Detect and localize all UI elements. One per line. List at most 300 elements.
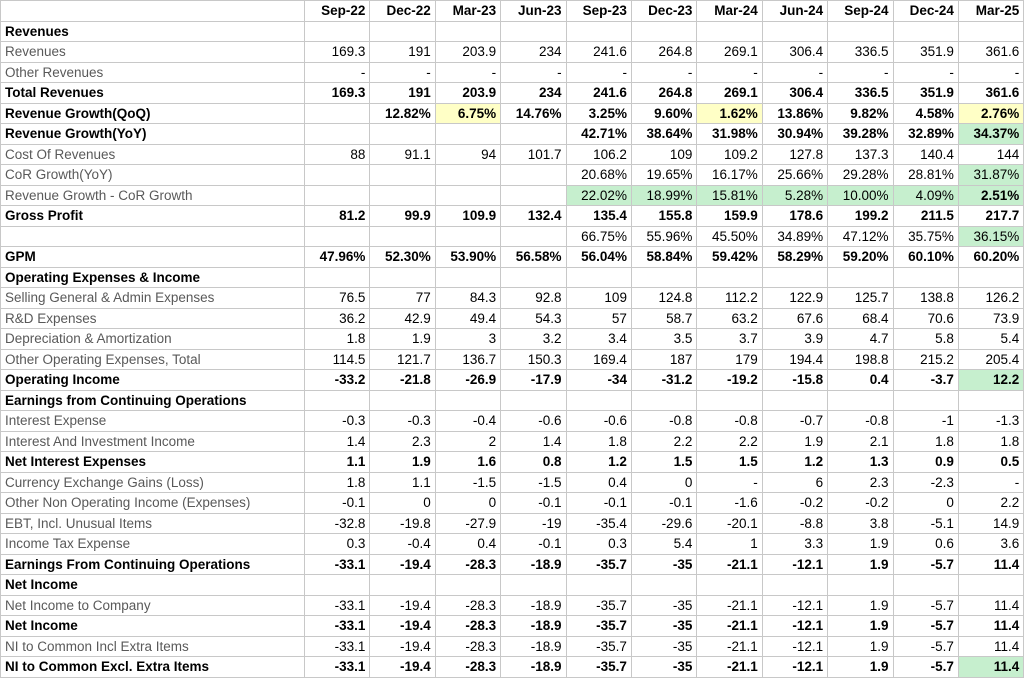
- value-cell[interactable]: 215.2: [893, 349, 958, 370]
- value-cell[interactable]: -: [958, 472, 1023, 493]
- row-label-cell[interactable]: Revenue Growth(QoQ): [1, 103, 305, 124]
- value-cell[interactable]: 11.4: [958, 554, 1023, 575]
- value-cell[interactable]: -35: [631, 616, 696, 637]
- value-cell[interactable]: 178.6: [762, 206, 827, 227]
- value-cell[interactable]: 16.17%: [697, 165, 762, 186]
- value-cell[interactable]: 5.4: [958, 329, 1023, 350]
- value-cell[interactable]: 34.89%: [762, 226, 827, 247]
- value-cell[interactable]: 14.9: [958, 513, 1023, 534]
- row-label-cell[interactable]: Selling General & Admin Expenses: [1, 288, 305, 309]
- value-cell[interactable]: -19.4: [370, 657, 435, 678]
- value-cell[interactable]: [566, 21, 631, 42]
- value-cell[interactable]: 2.76%: [958, 103, 1023, 124]
- value-cell[interactable]: [501, 185, 566, 206]
- value-cell[interactable]: 1.2: [762, 452, 827, 473]
- value-cell[interactable]: 306.4: [762, 83, 827, 104]
- value-cell[interactable]: -8.8: [762, 513, 827, 534]
- value-cell[interactable]: 84.3: [435, 288, 500, 309]
- value-cell[interactable]: 47.96%: [305, 247, 370, 268]
- value-cell[interactable]: 191: [370, 83, 435, 104]
- value-cell[interactable]: -20.1: [697, 513, 762, 534]
- value-cell[interactable]: 122.9: [762, 288, 827, 309]
- value-cell[interactable]: [893, 21, 958, 42]
- value-cell[interactable]: 211.5: [893, 206, 958, 227]
- value-cell[interactable]: 77: [370, 288, 435, 309]
- value-cell[interactable]: 159.9: [697, 206, 762, 227]
- row-label-cell[interactable]: Revenue Growth(YoY): [1, 124, 305, 145]
- value-cell[interactable]: 137.3: [828, 144, 893, 165]
- value-cell[interactable]: 22.02%: [566, 185, 631, 206]
- value-cell[interactable]: 0.3: [566, 534, 631, 555]
- value-cell[interactable]: 109: [631, 144, 696, 165]
- value-cell[interactable]: -21.1: [697, 554, 762, 575]
- value-cell[interactable]: -35: [631, 595, 696, 616]
- value-cell[interactable]: 1.8: [305, 472, 370, 493]
- value-cell[interactable]: [697, 21, 762, 42]
- value-cell[interactable]: 264.8: [631, 83, 696, 104]
- value-cell[interactable]: [370, 165, 435, 186]
- value-cell[interactable]: -5.1: [893, 513, 958, 534]
- period-header-sep-22[interactable]: Sep-22: [305, 1, 370, 22]
- value-cell[interactable]: -35: [631, 657, 696, 678]
- value-cell[interactable]: 1.9: [828, 534, 893, 555]
- value-cell[interactable]: -28.3: [435, 636, 500, 657]
- value-cell[interactable]: -19.4: [370, 636, 435, 657]
- value-cell[interactable]: 1.9: [370, 452, 435, 473]
- row-label-cell[interactable]: Net Income to Company: [1, 595, 305, 616]
- value-cell[interactable]: 15.81%: [697, 185, 762, 206]
- row-label-cell[interactable]: GPM: [1, 247, 305, 268]
- value-cell[interactable]: -3.7: [893, 370, 958, 391]
- value-cell[interactable]: 28.81%: [893, 165, 958, 186]
- value-cell[interactable]: 2.2: [958, 493, 1023, 514]
- value-cell[interactable]: 18.99%: [631, 185, 696, 206]
- value-cell[interactable]: [566, 390, 631, 411]
- value-cell[interactable]: 1.1: [370, 472, 435, 493]
- value-cell[interactable]: 203.9: [435, 83, 500, 104]
- value-cell[interactable]: 3.8: [828, 513, 893, 534]
- value-cell[interactable]: 38.64%: [631, 124, 696, 145]
- value-cell[interactable]: -0.2: [828, 493, 893, 514]
- value-cell[interactable]: -5.7: [893, 595, 958, 616]
- value-cell[interactable]: 56.04%: [566, 247, 631, 268]
- row-label-cell[interactable]: Earnings From Continuing Operations: [1, 554, 305, 575]
- value-cell[interactable]: -21.8: [370, 370, 435, 391]
- value-cell[interactable]: 2.51%: [958, 185, 1023, 206]
- value-cell[interactable]: -15.8: [762, 370, 827, 391]
- value-cell[interactable]: -0.8: [828, 411, 893, 432]
- value-cell[interactable]: 67.6: [762, 308, 827, 329]
- value-cell[interactable]: [893, 390, 958, 411]
- value-cell[interactable]: -0.1: [631, 493, 696, 514]
- value-cell[interactable]: 269.1: [697, 83, 762, 104]
- row-label-cell[interactable]: Total Revenues: [1, 83, 305, 104]
- value-cell[interactable]: 94: [435, 144, 500, 165]
- row-label-cell[interactable]: Depreciation & Amortization: [1, 329, 305, 350]
- value-cell[interactable]: 241.6: [566, 42, 631, 63]
- value-cell[interactable]: [828, 390, 893, 411]
- value-cell[interactable]: [435, 267, 500, 288]
- value-cell[interactable]: -1: [893, 411, 958, 432]
- value-cell[interactable]: -28.3: [435, 554, 500, 575]
- value-cell[interactable]: 336.5: [828, 83, 893, 104]
- value-cell[interactable]: [762, 267, 827, 288]
- row-label-cell[interactable]: Revenue Growth - CoR Growth: [1, 185, 305, 206]
- row-label-cell[interactable]: Other Revenues: [1, 62, 305, 83]
- value-cell[interactable]: -0.3: [370, 411, 435, 432]
- row-label-cell[interactable]: Revenues: [1, 42, 305, 63]
- value-cell[interactable]: 124.8: [631, 288, 696, 309]
- value-cell[interactable]: 0: [435, 493, 500, 514]
- value-cell[interactable]: [762, 575, 827, 596]
- value-cell[interactable]: [566, 267, 631, 288]
- value-cell[interactable]: 1.4: [305, 431, 370, 452]
- value-cell[interactable]: -: [762, 62, 827, 83]
- value-cell[interactable]: -18.9: [501, 657, 566, 678]
- value-cell[interactable]: -: [893, 62, 958, 83]
- value-cell[interactable]: 11.4: [958, 636, 1023, 657]
- value-cell[interactable]: [435, 165, 500, 186]
- value-cell[interactable]: 112.2: [697, 288, 762, 309]
- value-cell[interactable]: 2.3: [828, 472, 893, 493]
- value-cell[interactable]: -18.9: [501, 595, 566, 616]
- value-cell[interactable]: 29.28%: [828, 165, 893, 186]
- value-cell[interactable]: -28.3: [435, 657, 500, 678]
- value-cell[interactable]: 0.4: [435, 534, 500, 555]
- value-cell[interactable]: -35.7: [566, 657, 631, 678]
- value-cell[interactable]: 0.8: [501, 452, 566, 473]
- value-cell[interactable]: [305, 267, 370, 288]
- value-cell[interactable]: -26.9: [435, 370, 500, 391]
- value-cell[interactable]: 205.4: [958, 349, 1023, 370]
- value-cell[interactable]: 2.2: [697, 431, 762, 452]
- value-cell[interactable]: 198.8: [828, 349, 893, 370]
- value-cell[interactable]: [305, 185, 370, 206]
- value-cell[interactable]: [305, 390, 370, 411]
- value-cell[interactable]: -0.6: [501, 411, 566, 432]
- value-cell[interactable]: -32.8: [305, 513, 370, 534]
- value-cell[interactable]: 217.7: [958, 206, 1023, 227]
- value-cell[interactable]: -35.7: [566, 554, 631, 575]
- value-cell[interactable]: 187: [631, 349, 696, 370]
- value-cell[interactable]: 1.8: [893, 431, 958, 452]
- value-cell[interactable]: [370, 21, 435, 42]
- value-cell[interactable]: 1.8: [958, 431, 1023, 452]
- value-cell[interactable]: [566, 575, 631, 596]
- value-cell[interactable]: -0.2: [762, 493, 827, 514]
- value-cell[interactable]: 3.9: [762, 329, 827, 350]
- value-cell[interactable]: [631, 390, 696, 411]
- row-label-cell[interactable]: Revenues: [1, 21, 305, 42]
- value-cell[interactable]: -28.3: [435, 616, 500, 637]
- value-cell[interactable]: 63.2: [697, 308, 762, 329]
- period-header-mar-24[interactable]: Mar-24: [697, 1, 762, 22]
- value-cell[interactable]: 58.29%: [762, 247, 827, 268]
- value-cell[interactable]: 76.5: [305, 288, 370, 309]
- value-cell[interactable]: 3.5: [631, 329, 696, 350]
- row-label-cell[interactable]: Interest Expense: [1, 411, 305, 432]
- value-cell[interactable]: 0: [631, 472, 696, 493]
- value-cell[interactable]: 203.9: [435, 42, 500, 63]
- value-cell[interactable]: [631, 575, 696, 596]
- value-cell[interactable]: 2.2: [631, 431, 696, 452]
- value-cell[interactable]: 169.4: [566, 349, 631, 370]
- value-cell[interactable]: -21.1: [697, 616, 762, 637]
- value-cell[interactable]: 155.8: [631, 206, 696, 227]
- value-cell[interactable]: -0.3: [305, 411, 370, 432]
- value-cell[interactable]: 0: [370, 493, 435, 514]
- value-cell[interactable]: 11.4: [958, 616, 1023, 637]
- value-cell[interactable]: 1.9: [370, 329, 435, 350]
- value-cell[interactable]: -19.4: [370, 616, 435, 637]
- value-cell[interactable]: 42.9: [370, 308, 435, 329]
- value-cell[interactable]: 9.60%: [631, 103, 696, 124]
- value-cell[interactable]: [305, 575, 370, 596]
- value-cell[interactable]: -: [566, 62, 631, 83]
- value-cell[interactable]: 1.9: [828, 657, 893, 678]
- value-cell[interactable]: -33.1: [305, 554, 370, 575]
- value-cell[interactable]: [893, 267, 958, 288]
- value-cell[interactable]: 144: [958, 144, 1023, 165]
- value-cell[interactable]: -35: [631, 636, 696, 657]
- value-cell[interactable]: 1.5: [631, 452, 696, 473]
- value-cell[interactable]: -0.6: [566, 411, 631, 432]
- value-cell[interactable]: -27.9: [435, 513, 500, 534]
- value-cell[interactable]: 45.50%: [697, 226, 762, 247]
- value-cell[interactable]: -: [697, 62, 762, 83]
- value-cell[interactable]: 150.3: [501, 349, 566, 370]
- value-cell[interactable]: -33.1: [305, 636, 370, 657]
- row-label-cell[interactable]: Other Non Operating Income (Expenses): [1, 493, 305, 514]
- value-cell[interactable]: 1.6: [435, 452, 500, 473]
- value-cell[interactable]: -19.4: [370, 554, 435, 575]
- value-cell[interactable]: 81.2: [305, 206, 370, 227]
- value-cell[interactable]: [762, 21, 827, 42]
- value-cell[interactable]: -35.7: [566, 595, 631, 616]
- value-cell[interactable]: 6: [762, 472, 827, 493]
- value-cell[interactable]: -12.1: [762, 616, 827, 637]
- value-cell[interactable]: -33.1: [305, 616, 370, 637]
- value-cell[interactable]: -: [958, 62, 1023, 83]
- value-cell[interactable]: 36.2: [305, 308, 370, 329]
- value-cell[interactable]: 106.2: [566, 144, 631, 165]
- value-cell[interactable]: 52.30%: [370, 247, 435, 268]
- value-cell[interactable]: 241.6: [566, 83, 631, 104]
- value-cell[interactable]: [435, 185, 500, 206]
- value-cell[interactable]: [370, 124, 435, 145]
- value-cell[interactable]: [370, 575, 435, 596]
- value-cell[interactable]: [828, 575, 893, 596]
- value-cell[interactable]: [501, 390, 566, 411]
- period-header-sep-23[interactable]: Sep-23: [566, 1, 631, 22]
- value-cell[interactable]: 10.00%: [828, 185, 893, 206]
- value-cell[interactable]: 0.4: [828, 370, 893, 391]
- value-cell[interactable]: 3: [435, 329, 500, 350]
- value-cell[interactable]: [828, 267, 893, 288]
- value-cell[interactable]: 0.6: [893, 534, 958, 555]
- value-cell[interactable]: 1: [697, 534, 762, 555]
- value-cell[interactable]: 3.7: [697, 329, 762, 350]
- value-cell[interactable]: [305, 103, 370, 124]
- value-cell[interactable]: -1.3: [958, 411, 1023, 432]
- value-cell[interactable]: 114.5: [305, 349, 370, 370]
- value-cell[interactable]: 5.4: [631, 534, 696, 555]
- value-cell[interactable]: [893, 575, 958, 596]
- row-label-cell[interactable]: Operating Expenses & Income: [1, 267, 305, 288]
- value-cell[interactable]: 109: [566, 288, 631, 309]
- value-cell[interactable]: [305, 21, 370, 42]
- value-cell[interactable]: -: [631, 62, 696, 83]
- value-cell[interactable]: 1.8: [566, 431, 631, 452]
- value-cell[interactable]: -12.1: [762, 554, 827, 575]
- value-cell[interactable]: [958, 267, 1023, 288]
- value-cell[interactable]: [435, 390, 500, 411]
- row-label-cell[interactable]: Net Interest Expenses: [1, 452, 305, 473]
- value-cell[interactable]: 11.4: [958, 657, 1023, 678]
- value-cell[interactable]: 121.7: [370, 349, 435, 370]
- value-cell[interactable]: 3.2: [501, 329, 566, 350]
- value-cell[interactable]: -0.4: [370, 534, 435, 555]
- value-cell[interactable]: -: [305, 62, 370, 83]
- value-cell[interactable]: -1.6: [697, 493, 762, 514]
- row-label-cell[interactable]: CoR Growth(YoY): [1, 165, 305, 186]
- value-cell[interactable]: 1.9: [828, 616, 893, 637]
- value-cell[interactable]: -19: [501, 513, 566, 534]
- value-cell[interactable]: -19.4: [370, 595, 435, 616]
- row-label-cell[interactable]: Other Operating Expenses, Total: [1, 349, 305, 370]
- value-cell[interactable]: [370, 226, 435, 247]
- value-cell[interactable]: -21.1: [697, 595, 762, 616]
- period-header-mar-25[interactable]: Mar-25: [958, 1, 1023, 22]
- value-cell[interactable]: 4.58%: [893, 103, 958, 124]
- value-cell[interactable]: [958, 575, 1023, 596]
- value-cell[interactable]: 6.75%: [435, 103, 500, 124]
- row-label-cell[interactable]: Net Income: [1, 616, 305, 637]
- value-cell[interactable]: -0.1: [566, 493, 631, 514]
- value-cell[interactable]: 12.2: [958, 370, 1023, 391]
- value-cell[interactable]: 58.7: [631, 308, 696, 329]
- row-label-cell[interactable]: Income Tax Expense: [1, 534, 305, 555]
- value-cell[interactable]: 12.82%: [370, 103, 435, 124]
- value-cell[interactable]: 351.9: [893, 83, 958, 104]
- value-cell[interactable]: [305, 124, 370, 145]
- value-cell[interactable]: [697, 575, 762, 596]
- row-label-cell[interactable]: Gross Profit: [1, 206, 305, 227]
- value-cell[interactable]: 1.4: [501, 431, 566, 452]
- value-cell[interactable]: -35: [631, 554, 696, 575]
- value-cell[interactable]: 3.3: [762, 534, 827, 555]
- value-cell[interactable]: 169.3: [305, 42, 370, 63]
- value-cell[interactable]: -5.7: [893, 616, 958, 637]
- value-cell[interactable]: 88: [305, 144, 370, 165]
- value-cell[interactable]: -: [828, 62, 893, 83]
- value-cell[interactable]: [828, 21, 893, 42]
- value-cell[interactable]: 2.3: [370, 431, 435, 452]
- period-header-dec-23[interactable]: Dec-23: [631, 1, 696, 22]
- value-cell[interactable]: 0.9: [893, 452, 958, 473]
- period-header-sep-24[interactable]: Sep-24: [828, 1, 893, 22]
- value-cell[interactable]: -: [501, 62, 566, 83]
- value-cell[interactable]: 138.8: [893, 288, 958, 309]
- value-cell[interactable]: 194.4: [762, 349, 827, 370]
- value-cell[interactable]: -21.1: [697, 636, 762, 657]
- value-cell[interactable]: 60.20%: [958, 247, 1023, 268]
- value-cell[interactable]: 351.9: [893, 42, 958, 63]
- row-label-cell[interactable]: NI to Common Incl Extra Items: [1, 636, 305, 657]
- value-cell[interactable]: [370, 390, 435, 411]
- value-cell[interactable]: -18.9: [501, 554, 566, 575]
- period-header-jun-23[interactable]: Jun-23: [501, 1, 566, 22]
- value-cell[interactable]: 1.9: [762, 431, 827, 452]
- value-cell[interactable]: 1.5: [697, 452, 762, 473]
- value-cell[interactable]: 99.9: [370, 206, 435, 227]
- period-header-dec-22[interactable]: Dec-22: [370, 1, 435, 22]
- value-cell[interactable]: 1.8: [305, 329, 370, 350]
- value-cell[interactable]: 68.4: [828, 308, 893, 329]
- value-cell[interactable]: -19.2: [697, 370, 762, 391]
- value-cell[interactable]: 1.9: [828, 636, 893, 657]
- row-label-cell[interactable]: Earnings from Continuing Operations: [1, 390, 305, 411]
- value-cell[interactable]: 127.8: [762, 144, 827, 165]
- period-header-dec-24[interactable]: Dec-24: [893, 1, 958, 22]
- value-cell[interactable]: [435, 575, 500, 596]
- value-cell[interactable]: 0.4: [566, 472, 631, 493]
- value-cell[interactable]: 4.7: [828, 329, 893, 350]
- value-cell[interactable]: [501, 226, 566, 247]
- value-cell[interactable]: [501, 165, 566, 186]
- value-cell[interactable]: 14.76%: [501, 103, 566, 124]
- value-cell[interactable]: 1.2: [566, 452, 631, 473]
- value-cell[interactable]: -28.3: [435, 595, 500, 616]
- value-cell[interactable]: 34.37%: [958, 124, 1023, 145]
- value-cell[interactable]: 199.2: [828, 206, 893, 227]
- value-cell[interactable]: 59.42%: [697, 247, 762, 268]
- value-cell[interactable]: 179: [697, 349, 762, 370]
- value-cell[interactable]: -: [370, 62, 435, 83]
- value-cell[interactable]: 1.3: [828, 452, 893, 473]
- value-cell[interactable]: [631, 21, 696, 42]
- value-cell[interactable]: 30.94%: [762, 124, 827, 145]
- value-cell[interactable]: [370, 185, 435, 206]
- value-cell[interactable]: -12.1: [762, 657, 827, 678]
- period-header-mar-23[interactable]: Mar-23: [435, 1, 500, 22]
- value-cell[interactable]: -: [435, 62, 500, 83]
- value-cell[interactable]: -33.1: [305, 657, 370, 678]
- value-cell[interactable]: -33.1: [305, 595, 370, 616]
- value-cell[interactable]: 59.20%: [828, 247, 893, 268]
- value-cell[interactable]: -2.3: [893, 472, 958, 493]
- value-cell[interactable]: 234: [501, 83, 566, 104]
- value-cell[interactable]: 169.3: [305, 83, 370, 104]
- value-cell[interactable]: 132.4: [501, 206, 566, 227]
- value-cell[interactable]: 306.4: [762, 42, 827, 63]
- value-cell[interactable]: -5.7: [893, 554, 958, 575]
- value-cell[interactable]: 19.65%: [631, 165, 696, 186]
- value-cell[interactable]: -0.7: [762, 411, 827, 432]
- value-cell[interactable]: [501, 124, 566, 145]
- value-cell[interactable]: 32.89%: [893, 124, 958, 145]
- value-cell[interactable]: -0.1: [501, 534, 566, 555]
- period-header-jun-24[interactable]: Jun-24: [762, 1, 827, 22]
- value-cell[interactable]: -12.1: [762, 595, 827, 616]
- value-cell[interactable]: 1.1: [305, 452, 370, 473]
- value-cell[interactable]: 0.5: [958, 452, 1023, 473]
- header-corner-cell[interactable]: [1, 1, 305, 22]
- value-cell[interactable]: 36.15%: [958, 226, 1023, 247]
- value-cell[interactable]: 66.75%: [566, 226, 631, 247]
- value-cell[interactable]: [958, 21, 1023, 42]
- value-cell[interactable]: -0.8: [697, 411, 762, 432]
